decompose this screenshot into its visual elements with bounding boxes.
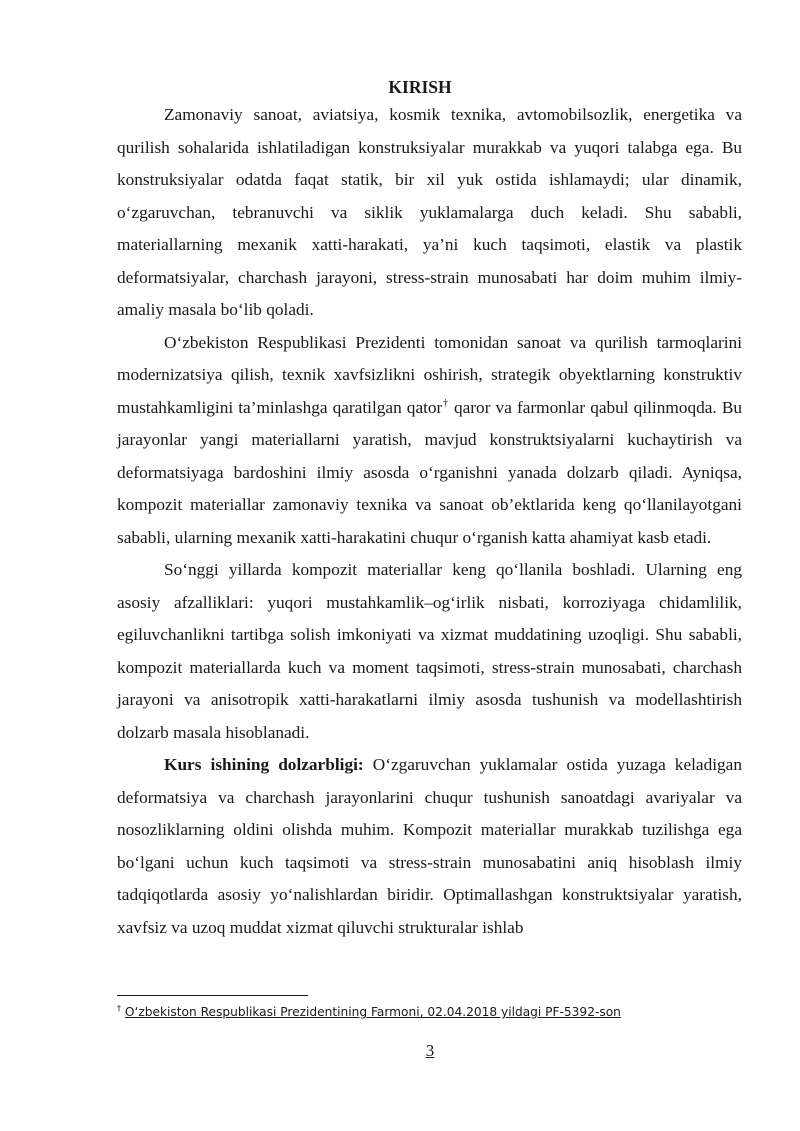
paragraph-composite-materials: So‘nggi yillarda kompozit materiallar keng qo‘llanila boshladi. Ularning eng asosiy afzalliklari: yuqori mustahkamlik–og‘irlik nisbati, korroziyaga chidamlilik, egiluvchanlikni tartibga solish imkoniyati va xizmat muddatining uzoqligi. Shu sababli, kompozit materiallarda kuch va moment taqsimoti, stress-strain munosabati, charchash jarayoni va anisotropik xatti-harakatlarni ilmiy asosda tushunish va modellashtirish dolzarb masala hisoblanadi. — [117, 560, 742, 742]
relevance-text: O‘zgaruvchan yuklamalar ostida yuzaga keladigan deformatsiya va charchash jarayonlarini chuqur tushunish sanoatdagi avariyalar va nosozliklarning oldini olishda muhim. Kompozit materiallar murakkab tuzilishga ega bo‘lgani uchun kuch taqsimoti va stress-strain munosabatini aniq hisoblash ilmiy tadqiqotlarda asosiy yo‘nalishlardan biridir. Optimallashgan konstruktsiyalar yaratish, xavfsiz va uzoq muddat xizmat qiluvchi strukturalar ishlab — [117, 755, 742, 937]
paragraph-text-before-ref: O‘zbekiston Respublikasi Prezidenti tomonidan sanoat va qurilish tarmoqlarini modernizatsiya qilish, texnik xavfsizlikni oshirish, strategik obyektlarning konstruktiv mustahkamligini ta’minlashga qaratilgan qator — [117, 332, 742, 417]
footnote-reference-mark[interactable]: † — [442, 397, 449, 409]
relevance-heading: Kurs ishining dolzarbligi: — [164, 755, 364, 774]
footnote — [117, 1003, 757, 1021]
paragraph-introduction: Zamonaviy sanoat, aviatsiya, kosmik texnika, avtomobilsozlik, energetika va qurilish sohalarida ishlatiladigan konstruksiyalar murakkab va yuqori talabga ega. Bu konstruksiyalar odatda faqat statik, bir xil yuk ostida ishlamaydi; ular dinamik, o‘zgaruvchan, tebranuvchi va siklik yuklamalarga duch keladi. Shu sababli, materiallarning mexanik xatti-harakati, ya’ni kuch taqsimoti, elastik va plastik deformatsiyalar, charchash jarayoni, stress-strain munosabati har doim muhim ilmiy-amaliy masala bo‘lib qoladi. — [117, 105, 742, 319]
footnote-separator — [117, 995, 308, 996]
page-title: KIRISH — [388, 77, 452, 97]
paragraph-presidential-decrees — [117, 327, 742, 555]
paragraph-text-after-ref: qaror va farmonlar qabul qilinmoqda. Bu jarayonlar yangi materiallarni yaratish, mavjud konstruktsiyalarni kuchaytirish va deformatsiyaga bardoshini ilmiy asosda o‘rganishni yanada dolzarb qiladi. Ayniqsa, kompozit materiallar zamonaviy texnika va sanoat ob’ektlarida keng qo‘llanilayotgani sababli, ularning mexanik xatti-harakatini chuqur o‘rganish katta ahamiyat kasb etadi. — [117, 397, 742, 547]
page-number: 3 — [425, 1041, 435, 1060]
footnote-text: O‘zbekiston Respublikasi Prezidentining Farmoni, 02.04.2018 yildagi PF-5392-son — [124, 1005, 621, 1019]
footnote-mark: † — [117, 1003, 121, 1013]
body-text — [117, 99, 742, 944]
paragraph-relevance — [117, 749, 742, 944]
